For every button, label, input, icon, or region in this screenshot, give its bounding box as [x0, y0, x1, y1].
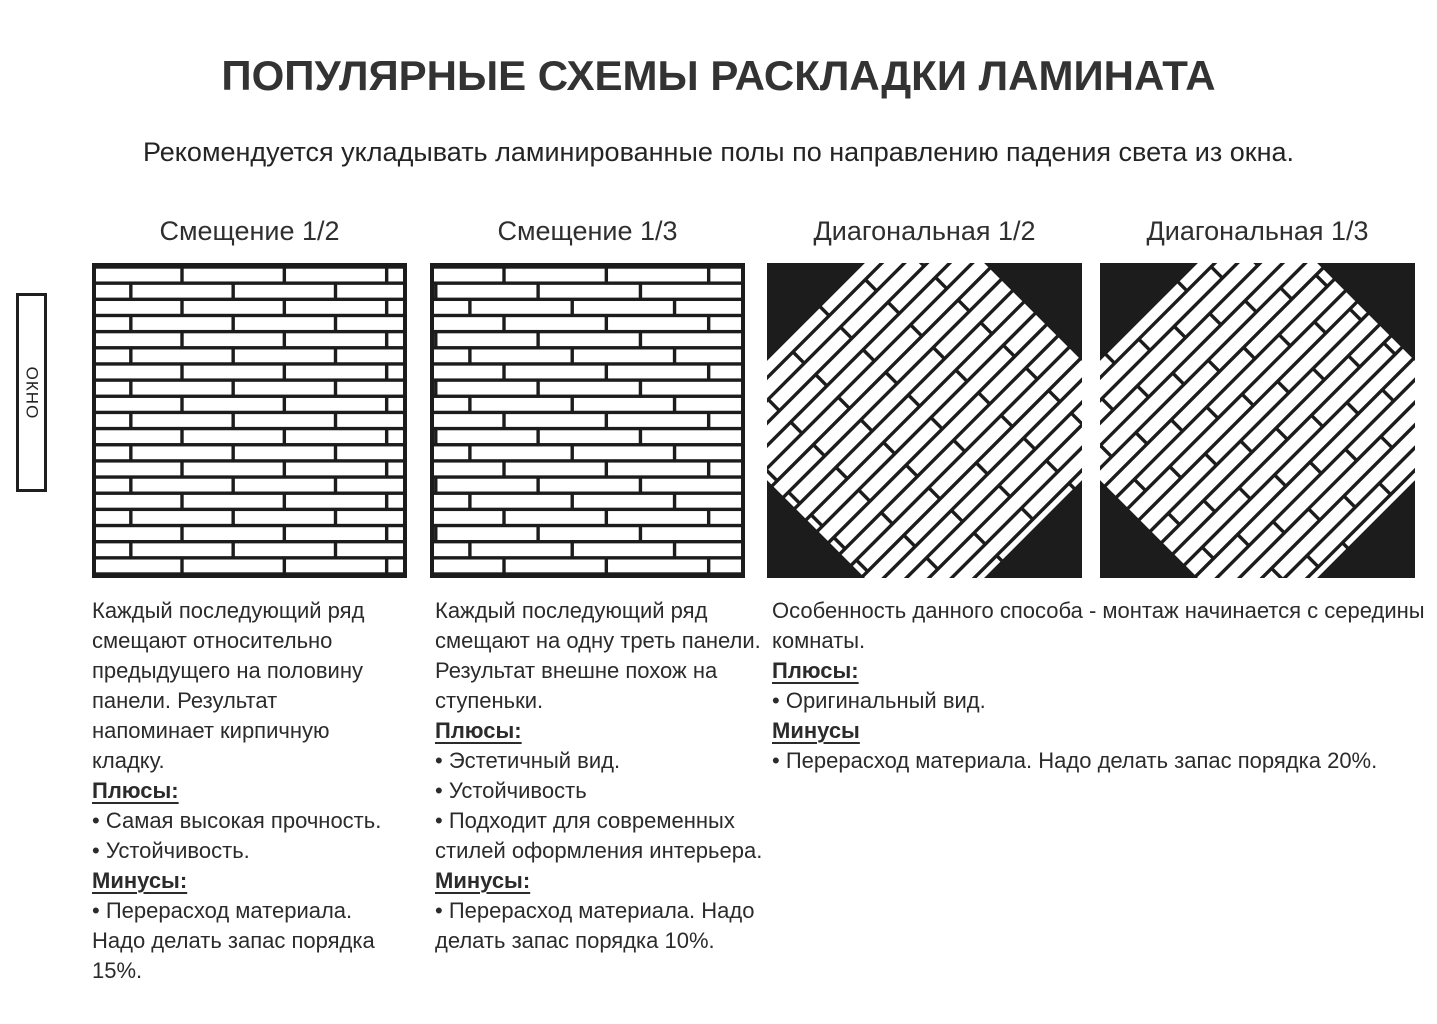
page-title: ПОПУЛЯРНЫЕ СХЕМЫ РАСКЛАДКИ ЛАМИНАТА [221, 52, 1216, 99]
pros-heading: Плюсы: [435, 718, 522, 743]
page-subtitle: Рекомендуется укладывать ламинированные полы по направлению падения света из окна. [142, 137, 1295, 167]
window-label: ОКНО [22, 366, 42, 419]
description-column-offset-half [92, 596, 388, 986]
cons-item: • Перерасход материала. Надо делать запас порядка 15%. [92, 896, 388, 986]
pros-heading: Плюсы: [92, 778, 179, 803]
pros-item: • Оригинальный вид. [772, 686, 1432, 716]
description-intro: Каждый последующий ряд смещают относительно предыдущего на половину панели. Результат напоминает кирпичную кладку. [92, 598, 365, 773]
cons-item: • Перерасход материала. Надо делать запас порядка 20%. [772, 746, 1432, 776]
cons-heading: Минусы [772, 718, 860, 743]
laminate-pattern-diagonal-3 [1100, 263, 1415, 578]
laminate-pattern-straight-0 [92, 263, 407, 578]
pros-item: • Подходит для современных стилей оформления интерьера. [435, 806, 767, 866]
diagram-title: Диагональная 1/3 [1146, 216, 1369, 246]
cons-heading: Минусы: [92, 868, 188, 893]
laminate-pattern-diagonal-2 [767, 263, 1082, 578]
diagram-title: Смещение 1/3 [497, 216, 678, 246]
pros-item: • Самая высокая прочность. [92, 806, 388, 836]
diagram-group-offset-half [92, 216, 407, 578]
diagram-title: Смещение 1/2 [159, 216, 340, 246]
diagram-group-diagonal-third [1100, 216, 1415, 578]
cons-item: • Перерасход материала. Надо делать запас порядка 10%. [435, 896, 767, 956]
description-intro: Каждый последующий ряд смещают на одну треть панели. Результат внешне похож на ступеньки. [435, 598, 761, 713]
description-intro: Особенность данного способа - монтаж начинается с середины комнаты. [772, 598, 1425, 653]
pros-item: • Эстетичный вид. [435, 746, 767, 776]
laminate-pattern-straight-1 [430, 263, 745, 578]
description-column-diagonal [772, 596, 1432, 776]
cons-heading: Минусы: [435, 868, 531, 893]
diagram-title: Диагональная 1/2 [813, 216, 1036, 246]
diagram-group-diagonal-half [767, 216, 1082, 578]
pros-item: • Устойчивость [435, 776, 767, 806]
window-marker [16, 293, 47, 492]
pros-item: • Устойчивость. [92, 836, 388, 866]
pros-heading: Плюсы: [772, 658, 859, 683]
diagram-group-offset-third [430, 216, 745, 578]
description-column-offset-third [435, 596, 767, 956]
